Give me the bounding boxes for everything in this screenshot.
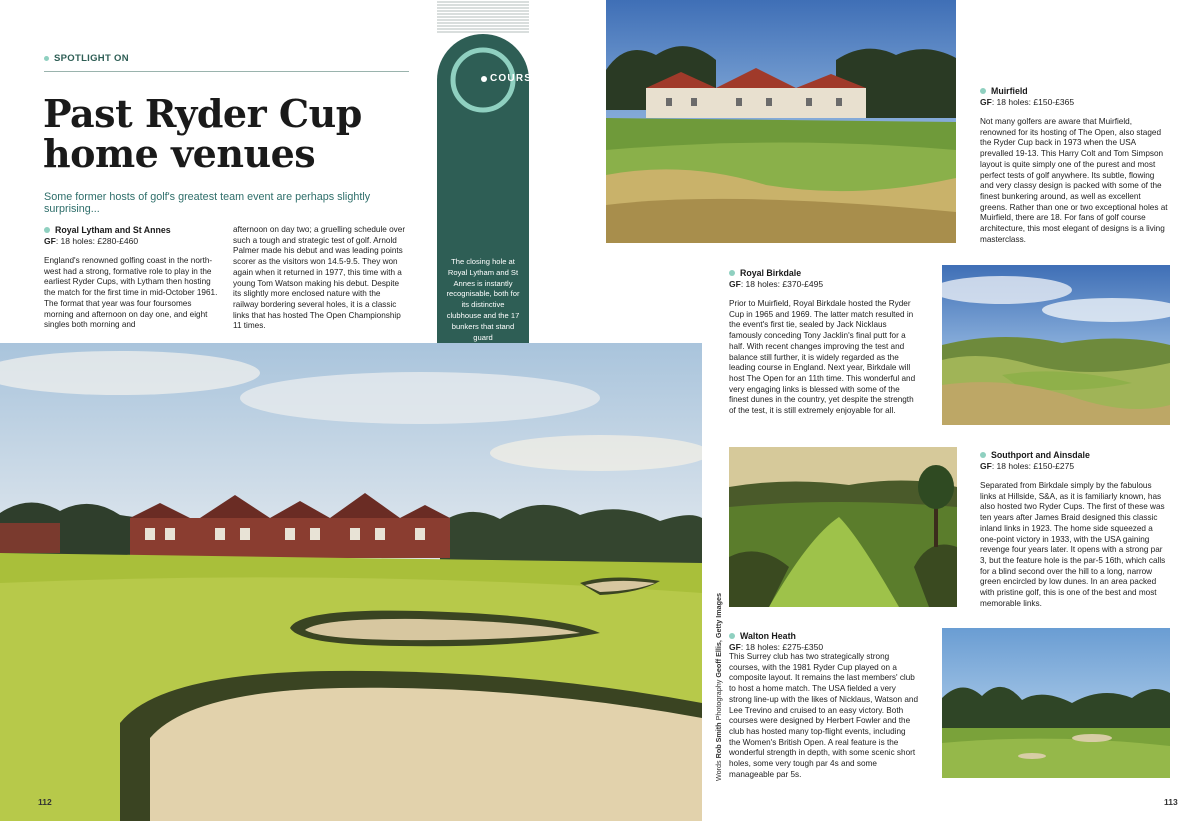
venue-muirfield-text: Not many golfers are aware that Muirfield, renowned for its hosting of The Open, also staged the Ryder Cup back in 1973 when the USA prevalled 19-13. This Harry Colt and Tom Simpson layout is quite simply one of the purest and most perfect tests of golf anywhere. Its subtle, flowing and very classy design is packed with some of the finest bunkering around, as well as excellent greens. Rather than one or two exceptional holes at Muirfield, there are 18. For fans of golf course architecture, this most elegant of designs is a living masterclass. — [980, 117, 1168, 244]
venue-birkdale-name: Royal Birkdale — [740, 268, 802, 278]
spotlight-rule — [44, 71, 409, 72]
gf-value: : 18 holes: £275-£350 — [740, 642, 824, 652]
photo-royal-lytham — [0, 343, 702, 821]
gf-label: GF — [729, 279, 741, 289]
tab-label — [481, 73, 548, 84]
photo-southport-scene — [729, 447, 957, 607]
venue-muirfield — [980, 86, 1170, 245]
spotlight-label — [44, 53, 129, 64]
venue-walton-name: Walton Heath — [740, 631, 796, 641]
venue-muirfield-title — [980, 86, 1170, 96]
bullet-dot — [980, 452, 986, 458]
credit-words-label: Words — [714, 760, 723, 781]
section-tab — [437, 0, 548, 362]
tab-stripes — [437, 2, 529, 32]
page-number-left: 112 — [38, 797, 52, 807]
venue-lytham-text-col2: afternoon on day two; a gruelling schedule over such a tough and strategic test of golf. Arnold Palmer made his debut and was leading points scorer as the visitors won 14.5-9.5. They won again when it returned in 1977, this time with a young Tom Watson making his debut. Despite its slightly more enclosed nature with the railway bordering several holes, it is a classic links that has hosted The Open Championship 11 times. — [233, 225, 406, 331]
photo-muirfield — [606, 0, 956, 243]
photo-royal-lytham-scene — [0, 343, 702, 821]
gf-label: GF — [980, 461, 992, 471]
gf-value: : 18 holes: £370-£495 — [740, 279, 824, 289]
gf-label: GF — [729, 642, 741, 652]
page-number-right: 113 — [1164, 797, 1178, 807]
venue-birkdale — [729, 268, 919, 417]
photo-royal-birkdale — [942, 265, 1170, 425]
venue-walton-title — [729, 631, 919, 641]
bullet-dot — [729, 633, 735, 639]
credit-photo-label: Photography — [714, 679, 723, 721]
venue-lytham-fees — [44, 236, 220, 246]
bullet-dot — [980, 88, 986, 94]
venue-lytham — [44, 225, 220, 331]
headline-line-1: Past Ryder Cup — [43, 91, 362, 136]
headline-line-2: home venues — [43, 131, 316, 176]
venue-southport-name: Southport and Ainsdale — [991, 450, 1090, 460]
bullet-dot — [729, 270, 735, 276]
credit-words-name: Rob Smith — [714, 722, 723, 759]
venue-lytham-title — [44, 225, 220, 235]
photo-southport-ainsdale — [729, 447, 957, 607]
bullet-dot — [44, 227, 50, 233]
venue-southport-fees — [980, 461, 1170, 471]
venue-walton-fees — [729, 642, 919, 652]
spotlight-text: SPOTLIGHT ON — [54, 53, 129, 64]
venue-walton-text: This Surrey club has two strategically strong courses, with the 1981 Ryder Cup played on a composite layout. It remains the last members' club to host a home match. The USA fielded a very strong line-up with the likes of Nicklaus, Watson and Lee Trevino and cruised to an easy victory. Both courses were designed by Herbert Fowler and the club has hosted many top-flight events, including the Women's British Open. A real feature is the wonderful strength in depth, with some scenic short holes, some very tough par 4s and some manageable par 5s. — [729, 652, 919, 779]
gf-label: GF — [980, 97, 992, 107]
photo-caption: The closing hole at Royal Lytham and St Annes is instantly recognisable, both for its distinctive clubhouse and the 17 bunkers that stand guard — [446, 257, 520, 342]
tab-label-text: COURSES — [490, 73, 548, 84]
gf-value: : 18 holes: £280-£460 — [55, 236, 139, 246]
photo-walton-heath — [942, 628, 1170, 778]
venue-walton — [729, 631, 919, 780]
photo-muirfield-scene — [606, 0, 956, 243]
venue-birkdale-text: Prior to Muirfield, Royal Birkdale hosted the Ryder Cup in 1965 and 1969. The latter match resulted in the event's first tie, sealed by Jack Nicklaus famously conceding Tony Jacklin's final putt for a half. With recent changes improving the test and balance still further, it is widely regarded as the leading course in England. Next year, Birkdale will host The Open for an 11th time. This wonderful and very engaging links is blessed with some of the finest dunes in the country, yet despite the strength of the test, it is still extremely enjoyable for all. — [729, 299, 916, 416]
page-headline — [43, 91, 362, 176]
credit-photo-name: Geoff Ellis, Getty Images — [714, 592, 723, 678]
spotlight-dot — [44, 56, 49, 61]
venue-lytham-text-col1: England's renowned golfing coast in the north-west had a strong, formative role to play in the earliest Ryder Cups, with Lytham then hosting the match for the first time in mid-October 1961. The format that year was four foursomes morning and afternoon on day one, and eight singles both morning and — [44, 256, 218, 330]
gf-label: GF — [44, 236, 56, 246]
gf-value: : 18 holes: £150-£275 — [991, 461, 1075, 471]
photo-credit — [714, 593, 723, 781]
venue-muirfield-name: Muirfield — [991, 86, 1028, 96]
venue-southport — [980, 450, 1170, 609]
venue-muirfield-fees — [980, 97, 1170, 107]
venue-lytham-name: Royal Lytham and St Annes — [55, 225, 171, 235]
venue-birkdale-title — [729, 268, 919, 278]
standfirst: Some former hosts of golf's greatest team event are perhaps slightly surprising... — [44, 191, 371, 215]
venue-birkdale-fees — [729, 279, 919, 289]
gf-value: : 18 holes: £150-£365 — [991, 97, 1075, 107]
venue-southport-text: Separated from Birkdale simply by the fabulous links at Hillside, S&A, as it is familiarly known, has also hosted two Ryder Cups. The first of these was ten years after James Braid designed this classic inland links in 1923. The home side squeezed a one-point victory in 1933, with the USA gaining revenge four years later. It opens with a strong par 3, but the feature hole is the par-5 16th, which calls for a blind second over the hill to a long, narrow green encircled by low dunes. In an area packed with pristine golf, this is one of the best and most memorable links. — [980, 481, 1166, 608]
photo-walton-scene — [942, 628, 1170, 778]
photo-royal-birkdale-scene — [942, 265, 1170, 425]
venue-southport-title — [980, 450, 1170, 460]
tab-dot — [481, 76, 487, 82]
